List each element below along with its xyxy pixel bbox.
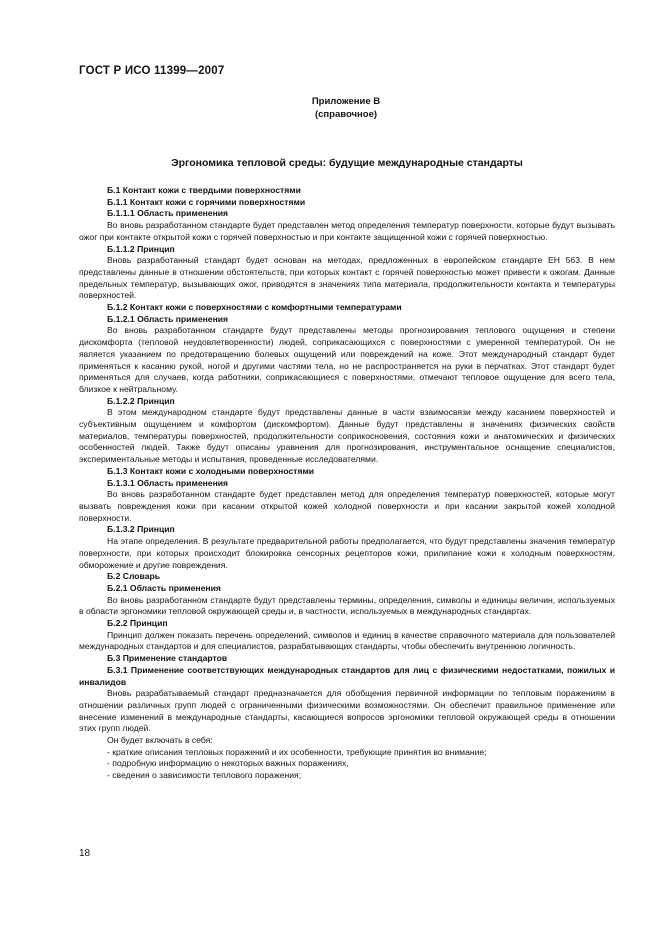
paragraph: На этапе определения. В результате предварительной работы предполагается, что будут представлены значения температур поверхности, при которых происходит блокировка сенсорных рецепторов кожи, прилипание кожи к холодным поверхностям, обморожение и другие повреждения. <box>79 536 615 570</box>
section-heading: Б.3 Применение стандартов <box>107 653 228 664</box>
section-heading: Б.1.2 Контакт кожи с поверхностями с комфортными температурами <box>107 302 402 313</box>
paragraph: Во вновь разработанном стандарте будет представлен метод определения температур поверхности, которые будут вызывать ожог при контакте открытой кожи с горячей поверхностью и при контакте защищенной кожи с горячей поверхностью. <box>79 220 615 242</box>
section-heading: Б.1.3 Контакт кожи с холодными поверхностями <box>107 465 315 476</box>
paragraph: Он будет включать в себя: <box>107 735 213 746</box>
document-header-id: ГОСТ Р ИСО 11399—2007 <box>79 65 225 77</box>
page-title: Эргономика тепловой среды: будущие международные стандарты <box>171 157 523 169</box>
section-heading: Б.2.1 Область применения <box>107 582 221 593</box>
section-heading: Б.3.1 Применение соответствующих международных стандартов для лиц с физическими недостатками, пожилых и инвалидов <box>79 664 615 687</box>
section-heading: Б.1.1.1 Область применения <box>107 208 229 219</box>
section-heading: Б.2.2 Принцип <box>107 618 168 629</box>
appendix-note: (справочное) <box>314 109 378 120</box>
paragraph: Во вновь разработанном стандарте будут представлены термины, определения, символы и единицы величин, используемых в области эргономики тепловой окружающей среды и, в частности, используемых в международных стандартах. <box>79 594 615 617</box>
section-heading: Б.2 Словарь <box>107 571 161 582</box>
list-item: - подробную информацию о некоторых важных поражениях, <box>107 758 349 769</box>
paragraph: Во вновь разработанном стандарте будут представлены методы прогнозирования теплового ощущения и степени дискомфорта (тепловой неудовлетворенности) людей, соприкасающихся с поверхностями с умеренной температурой. Он не является указанием по предотвращению болевых ощущений или повреждений на коже. Этот международный стандарт будет применяться к касанию рукой, ногой и другими частями тела, но не распространяется на руки в перчатках. Этот стандарт будет применяться для случаев, когда работники, соприкасающиеся с поверхностями, отмечают тепловое ощущение для всего тела, близкое к нейтральному. <box>79 325 615 394</box>
paragraph: Вновь разрабатываемый стандарт предназначается для обобщения первичной информации по тепловым поражениям в отношении различных групп людей с ограниченными физическими возможностями. Он обеспечит правильное применение или внесение изменений в международные стандарты, касающиеся вопросов эргономики тепловой окружающей среды в отношении этих групп людей. <box>79 688 615 734</box>
document-body <box>79 185 615 782</box>
paragraph: В этом международном стандарте будут представлены данные в части взаимосвязи между касанием поверхностей и субъективным ощущением и комфортом (дискомфортом). Данные будут представлены в значениях физических свойств материалов, температуры поверхностей, продолжительности соприкосновения, состояния кожи и анатомических и физических особенностей людей. Также будут описаны уравнения для прогнозирования, инструментальное оснащение специалистов, экспериментальные методы и испытания, проведенные исследователями. <box>79 407 615 465</box>
paragraph: Вновь разработанный стандарт будет основан на методах, предложенных в европейском стандарте ЕН 563. В нем представлены данные в отношении обстоятельств, при которых контакт с горячей поверхностью может привести к ожогам. Данные предельных температур, вызывающих ожог, приводятся в значениях типа материала, продолжительности контакта и температуры поверхностей. <box>79 255 615 301</box>
section-heading: Б.1.1 Контакт кожи с горячими поверхностями <box>107 196 306 207</box>
appendix-label: Приложение В <box>311 96 381 107</box>
list-item: - краткие описания тепловых поражений и их особенности, требующие принятия во внимание; <box>107 746 487 757</box>
section-heading: Б.1.2.1 Область применения <box>107 313 229 324</box>
section-heading: Б.1.1.2 Принцип <box>107 243 175 254</box>
list-item: - сведения о зависимости теплового поражения; <box>107 770 302 781</box>
section-heading: Б.1.3.1 Область применения <box>107 477 229 488</box>
paragraph: Принцип должен показать перечень определений, символов и единиц в качестве справочного материала для пользователей международных стандартов и для специалистов, разрабатывающих стандарты, чтобы обеспечить внутреннюю логичность. <box>79 629 615 652</box>
page-number: 18 <box>79 848 91 859</box>
section-heading: Б.1.3.2 Принцип <box>107 524 175 535</box>
section-heading: Б.1.2.2 Принцип <box>107 395 175 406</box>
section-heading: Б.1 Контакт кожи с твердыми поверхностями <box>107 185 301 195</box>
paragraph: Во вновь разработанном стандарте будет представлен метод для определения температур поверхностей, которые могут вызвать повреждения кожи при касании открытой кожей холодной поверхности и при касании закрытой кожей холодной поверхности. <box>79 489 615 523</box>
